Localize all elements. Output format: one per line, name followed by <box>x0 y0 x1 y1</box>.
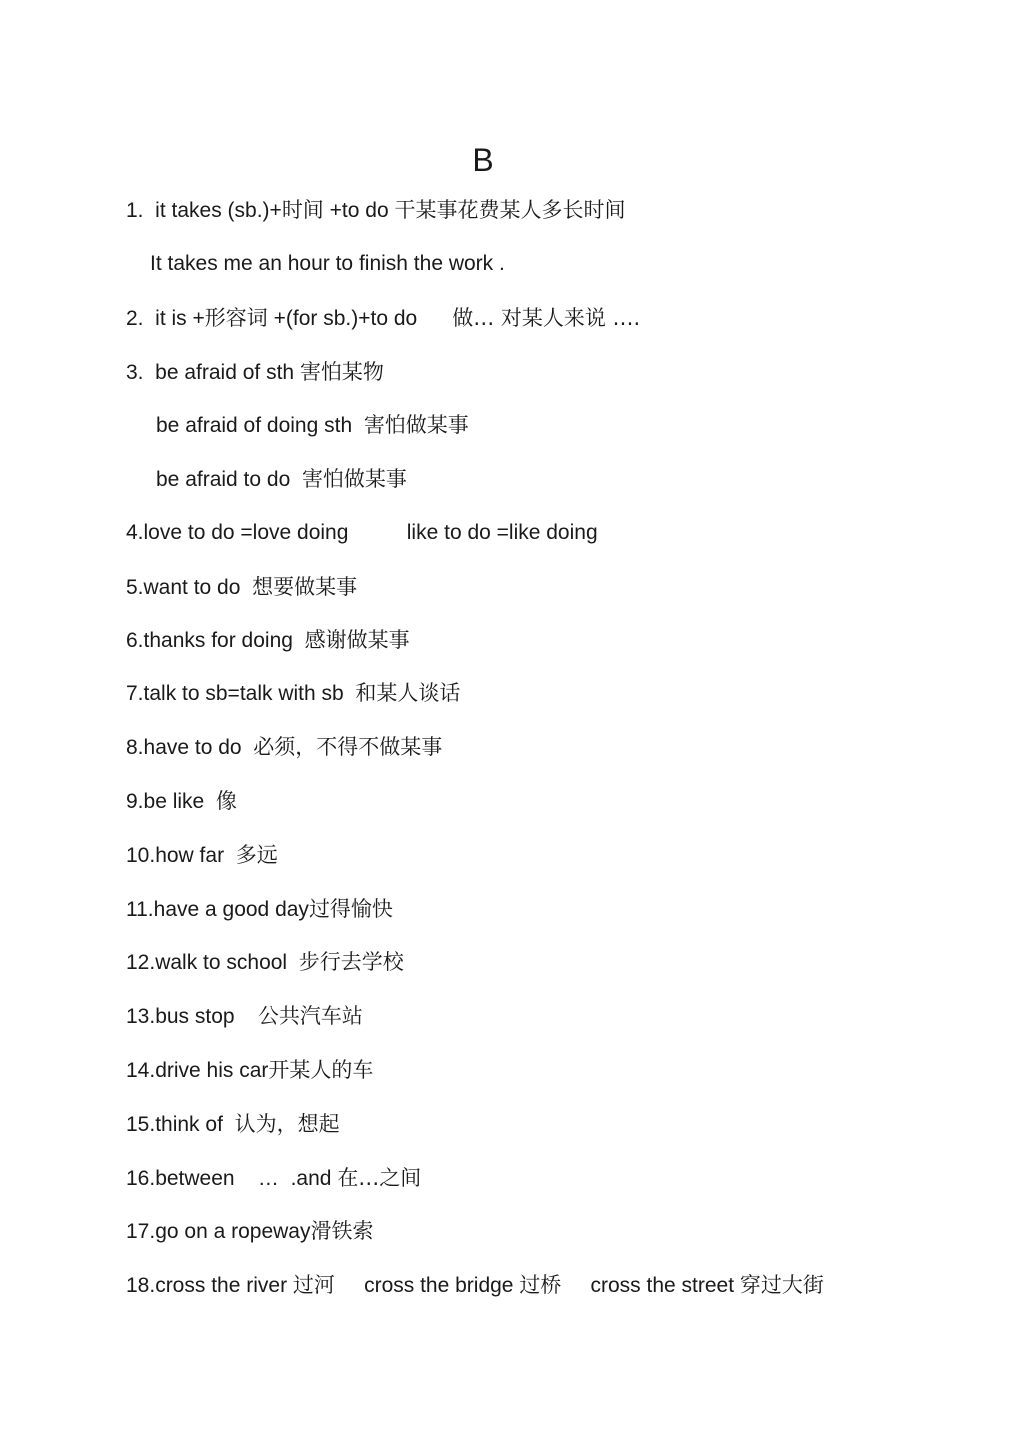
entry-5 <box>126 572 357 603</box>
entry-2-en2: +(for sb.)+to do <box>267 307 453 330</box>
entry-11-en: 11.have a good day <box>126 898 309 921</box>
entry-9 <box>126 786 237 817</box>
entry-3c <box>156 464 407 495</box>
entry-9-cn: 像 <box>215 789 237 813</box>
entry-11-cn: 过得愉快 <box>308 897 393 921</box>
entry-2-en: 2. it is + <box>126 307 205 330</box>
entry-6-en: 6.thanks for doing <box>126 629 305 652</box>
entry-9-en: 9.be like <box>126 790 216 813</box>
entry-17-cn: 滑铁索 <box>310 1219 374 1243</box>
entry-8 <box>126 732 442 763</box>
entry-14-cn: 开某人的车 <box>268 1058 374 1082</box>
entry-4-en: 4.love to do =love doing like to do =like doing <box>126 521 598 544</box>
entry-7-en: 7.talk to sb=talk with sb <box>126 682 356 705</box>
entry-3c-cn: 害怕做某事 <box>301 467 407 491</box>
entry-1-en: 1. it takes (sb.)+ <box>126 199 282 222</box>
entry-1-example-en: It takes me an hour to finish the work . <box>150 252 505 275</box>
entry-12 <box>126 947 404 978</box>
entry-3b-en: be afraid of doing sth <box>156 414 364 437</box>
entry-18-en2: cross the bridge <box>334 1274 520 1297</box>
entry-5-cn: 想要做某事 <box>252 575 358 599</box>
entry-13 <box>126 1001 363 1032</box>
entry-6-cn: 感谢做某事 <box>304 628 410 652</box>
entry-3-en: 3. be afraid of sth <box>126 361 300 384</box>
entry-3 <box>126 357 384 388</box>
entry-5-en: 5.want to do <box>126 576 253 599</box>
entry-15-en: 15.think of <box>126 1113 235 1136</box>
entry-10 <box>126 840 278 871</box>
page-title: B <box>472 142 494 178</box>
entry-18-cn3: 穿过大街 <box>739 1273 824 1297</box>
entry-18 <box>126 1270 824 1301</box>
entry-3b <box>156 410 469 441</box>
entry-1-cn2: 干某事花费某人多长时间 <box>394 198 626 222</box>
entry-15 <box>126 1109 340 1140</box>
entry-2-cn2: 做… 对某人来说 …. <box>452 306 641 330</box>
entry-4 <box>126 518 598 548</box>
entry-11 <box>126 894 393 925</box>
entry-16 <box>126 1163 421 1194</box>
entry-8-en: 8.have to do <box>126 736 254 759</box>
entry-8-cn: 必须，不得不做某事 <box>253 735 443 759</box>
entry-12-en: 12.walk to school <box>126 951 299 974</box>
entry-3b-cn: 害怕做某事 <box>363 413 469 437</box>
entry-17 <box>126 1216 373 1247</box>
entry-1-cn: 时间 <box>281 198 324 222</box>
entry-3-cn: 害怕某物 <box>299 360 384 384</box>
entry-14-en: 14.drive his car <box>126 1059 269 1082</box>
entry-2-cn: 形容词 <box>204 306 268 330</box>
entry-18-cn: 过河 <box>292 1273 335 1297</box>
entry-16-en: 16.between … .and <box>126 1167 338 1190</box>
entry-18-cn2: 过桥 <box>519 1273 562 1297</box>
entry-1 <box>126 195 625 226</box>
entry-7-cn: 和某人谈话 <box>355 681 461 705</box>
entry-6 <box>126 625 410 656</box>
entry-2 <box>126 303 640 334</box>
entry-7 <box>126 678 460 709</box>
entry-10-en: 10.how far <box>126 844 236 867</box>
entry-13-cn: 公共汽车站 <box>257 1004 363 1028</box>
entry-14 <box>126 1055 373 1086</box>
entry-15-cn: 认为，想起 <box>234 1112 340 1136</box>
entry-16-cn: 在…之间 <box>337 1166 422 1190</box>
entry-10-cn: 多远 <box>235 843 278 867</box>
entry-18-en3: cross the street <box>561 1274 740 1297</box>
entry-12-cn: 步行去学校 <box>298 950 404 974</box>
entry-3c-en: be afraid to do <box>156 468 302 491</box>
entry-1-en2: +to do <box>323 199 395 222</box>
entry-17-en: 17.go on a ropeway <box>126 1220 311 1243</box>
entry-1-example <box>150 249 505 279</box>
entry-18-en: 18.cross the river <box>126 1274 293 1297</box>
entry-13-en: 13.bus stop <box>126 1005 258 1028</box>
